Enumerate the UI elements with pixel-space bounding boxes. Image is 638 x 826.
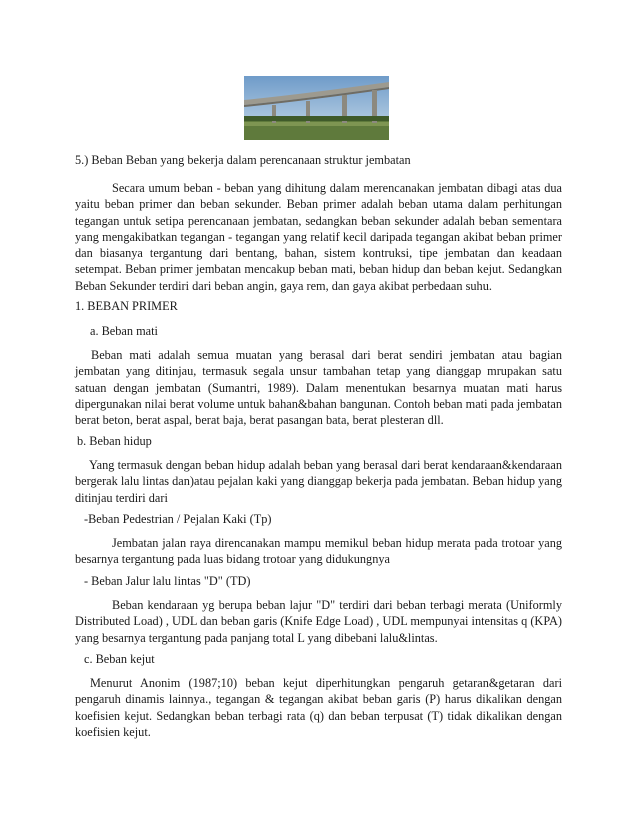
pedestrian-load-heading: -Beban Pedestrian / Pejalan Kaki (Tp) (84, 512, 272, 526)
lane-load-heading: - Beban Jalur lalu lintas "D" (TD) (84, 574, 251, 588)
primary-load-heading: 1. BEBAN PRIMER (75, 299, 178, 313)
live-load-paragraph: Yang termasuk dengan beban hidup adalah beban yang berasal dari berat kendaraan&kendaraan bergerak lalu lintas dan)atau pejalan kaki yang dianggap bekerja pada jembatan. Beban hidup yang ditinjau terdiri dari (75, 458, 562, 505)
bridge-photo-svg (244, 76, 389, 140)
live-load-heading: b. Beban hidup (77, 434, 152, 448)
section-heading: 5.) Beban Beban yang bekerja dalam perencanaan struktur jembatan (75, 153, 411, 167)
bridge-photo-icon (244, 76, 389, 140)
impact-load-heading: c. Beban kejut (84, 652, 155, 666)
lane-load-paragraph: Beban kendaraan yg berupa beban lajur "D" terdiri dari beban terbagi merata (Uniformly Distributed Load) , UDL dan beban garis (Knife Edge Load) , UDL mempunyai intensitas q (KPA) yang besarnya tergantung pada panjang total L yang dibebani lalu&lintas. (75, 598, 562, 645)
dead-load-heading: a. Beban mati (90, 324, 158, 338)
dead-load-paragraph: Beban mati adalah semua muatan yang berasal dari berat sendiri jembatan atau bagian jembatan yang ditinjau, termasuk segala unsur tambahan tetap yang dianggap mrupakan satu satuan dengan jembatan (Sumantri, 1989). Dalam menentukan besarnya muatan mati harus dipergunakan nilai berat volume untuk bahan&bahan bangunan. Contoh beban mati pada jembatan berat beton, berat aspal, berat baja, berat pasangan bata, berat plesteran dll. (75, 348, 562, 428)
pedestrian-load-paragraph: Jembatan jalan raya direncanakan mampu memikul beban hidup merata pada trotoar yang besarnya tergantung pada luas bidang trotoar yang didukungnya (75, 536, 562, 567)
intro-paragraph: Secara umum beban - beban yang dihitung dalam merencanakan jembatan dibagi atas dua yaitu beban primer dan beban sekunder. Beban primer adalah beban utama dalam perhitungan tegangan untuk setipa perencanaan jembatan, sedangkan beban sekunder adalah beban sementara yang mengakibatkan tegangan - tegangan yang relatif kecil daripada tegangan akibat beban primer dan biasanya tergantung dari bentang, bahan, sistem kontruksi, tipe jembatan dan keadaan setempat. Beban primer jembatan mencakup beban mati, beban hidup dan beban kejut. Sedangkan Beban Sekunder terdiri dari beban angin, gaya rem, dan gaya akibat perbedaan suhu. (75, 181, 562, 293)
impact-load-paragraph: Menurut Anonim (1987;10) beban kejut diperhitungkan pengaruh getaran&getaran dari pengaruh dinamis lainnya., tegangan & tegangan akibat beban garis (P) harus dikalikan dengan koefisien kejut. Sedangkan beban terbagi rata (q) dan beban terpusat (T) tidak dikalikan dengan koefisien kejut. (75, 676, 562, 739)
